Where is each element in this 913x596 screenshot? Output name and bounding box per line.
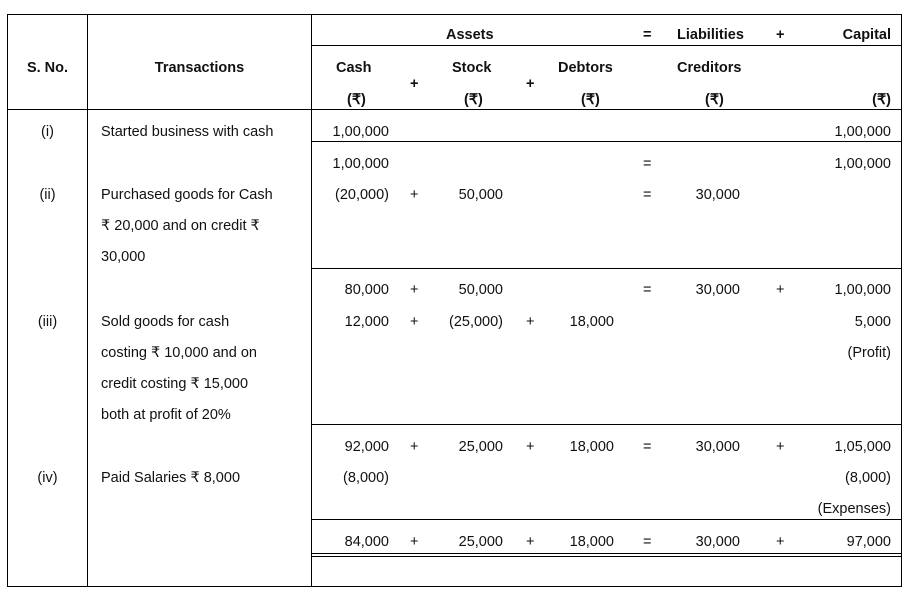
final-creditors: 30,000 <box>695 534 740 550</box>
subtotal-3-plus-2: + <box>526 439 535 455</box>
row-iii-description-line-1: Sold goods for cash <box>101 314 230 330</box>
row-iii-debtors: 18,000 <box>569 314 614 330</box>
final-capital: 97,000 <box>846 534 891 550</box>
row-ii-description-line-2: ₹ 20,000 and on credit ₹ <box>101 218 260 234</box>
row-iii-capital-note: (Profit) <box>847 345 891 361</box>
header-plus-2: + <box>526 76 535 92</box>
subtotal-3-plus-1: + <box>410 439 419 455</box>
row-ii-plus-1: + <box>410 187 419 203</box>
assets-header-rule <box>312 45 902 46</box>
subtotal-3-creditors: 30,000 <box>695 439 740 455</box>
row-iii-plus-1: + <box>410 314 419 330</box>
header-equals: = <box>643 27 652 43</box>
header-capital-unit: (₹) <box>872 92 891 108</box>
header-bottom-border <box>7 109 902 110</box>
row-ii-cash: (20,000) <box>334 187 389 203</box>
row-iv-capital: (8,000) <box>845 470 891 486</box>
subtotal-3-stock: 25,000 <box>458 439 503 455</box>
row-ii-description-line-3: 30,000 <box>101 249 146 265</box>
row-iii-description-line-2: costing ₹ 10,000 and on <box>101 345 257 361</box>
row-iv-rule <box>312 519 902 520</box>
row-i-cash: 1,00,000 <box>332 124 389 140</box>
final-plus-2: + <box>526 534 535 550</box>
subtotal-3-debtors: 18,000 <box>569 439 614 455</box>
subtotal-2-equals: = <box>643 282 652 298</box>
header-creditors-unit: (₹) <box>705 92 724 108</box>
table-top-border <box>7 14 902 15</box>
header-cash-unit: (₹) <box>347 92 366 108</box>
subtotal-3-capital: 1,05,000 <box>834 439 891 455</box>
subtotal-3-equals: = <box>643 439 652 455</box>
row-iv-sno: (iv) <box>37 470 58 486</box>
row-iv-cash: (8,000) <box>343 470 389 486</box>
row-i-rule <box>312 141 902 142</box>
final-debtors: 18,000 <box>569 534 614 550</box>
subtotal-3-plus-3: + <box>776 439 785 455</box>
header-debtors-unit: (₹) <box>581 92 600 108</box>
sno-column-divider <box>87 14 88 587</box>
row-i-description: Started business with cash <box>101 124 274 140</box>
row-i-capital: 1,00,000 <box>834 124 891 140</box>
subtotal-2-plus-3: + <box>776 282 785 298</box>
subtotal-1-cash: 1,00,000 <box>332 156 389 172</box>
final-plus-3: + <box>776 534 785 550</box>
transactions-column-divider <box>311 14 312 587</box>
header-assets: Assets <box>446 27 494 43</box>
row-ii-description-line-1: Purchased goods for Cash <box>101 187 273 203</box>
subtotal-1-capital: 1,00,000 <box>834 156 891 172</box>
header-cash: Cash <box>336 60 372 76</box>
row-ii-stock: 50,000 <box>458 187 503 203</box>
subtotal-3-cash: 92,000 <box>344 439 389 455</box>
table-right-border <box>901 14 902 587</box>
table-bottom-border <box>7 586 902 587</box>
final-double-rule-1 <box>312 553 902 554</box>
row-iii-plus-2: + <box>526 314 535 330</box>
row-ii-rule <box>312 268 902 269</box>
final-stock: 25,000 <box>458 534 503 550</box>
subtotal-2-stock: 50,000 <box>458 282 503 298</box>
row-iii-rule <box>312 424 902 425</box>
header-capital: Capital <box>842 27 891 43</box>
header-sno: S. No. <box>26 60 69 76</box>
row-iii-stock: (25,000) <box>448 314 503 330</box>
subtotal-1-equals: = <box>643 156 652 172</box>
header-plus: + <box>776 27 785 43</box>
row-ii-creditors: 30,000 <box>695 187 740 203</box>
header-liabilities: Liabilities <box>677 27 744 43</box>
header-stock: Stock <box>452 60 492 76</box>
row-iii-capital: 5,000 <box>854 314 891 330</box>
row-i-sno: (i) <box>41 124 54 140</box>
subtotal-2-capital: 1,00,000 <box>834 282 891 298</box>
row-iv-description: Paid Salaries ₹ 8,000 <box>101 470 241 486</box>
table-left-border <box>7 14 8 587</box>
row-iii-description-line-4: both at profit of 20% <box>101 407 231 423</box>
row-ii-equals: = <box>643 187 652 203</box>
header-debtors: Debtors <box>558 60 613 76</box>
header-creditors: Creditors <box>677 60 742 76</box>
row-iii-sno: (iii) <box>37 314 58 330</box>
subtotal-2-plus-1: + <box>410 282 419 298</box>
header-plus-1: + <box>410 76 419 92</box>
subtotal-2-cash: 80,000 <box>344 282 389 298</box>
final-plus-1: + <box>410 534 419 550</box>
row-iii-description-line-3: credit costing ₹ 15,000 <box>101 376 249 392</box>
final-cash: 84,000 <box>344 534 389 550</box>
header-stock-unit: (₹) <box>464 92 483 108</box>
final-double-rule-2 <box>312 556 902 557</box>
header-transactions: Transactions <box>154 60 245 76</box>
row-ii-sno: (ii) <box>39 187 56 203</box>
final-equals: = <box>643 534 652 550</box>
subtotal-2-creditors: 30,000 <box>695 282 740 298</box>
row-iv-capital-note: (Expenses) <box>817 501 891 517</box>
row-iii-cash: 12,000 <box>344 314 389 330</box>
